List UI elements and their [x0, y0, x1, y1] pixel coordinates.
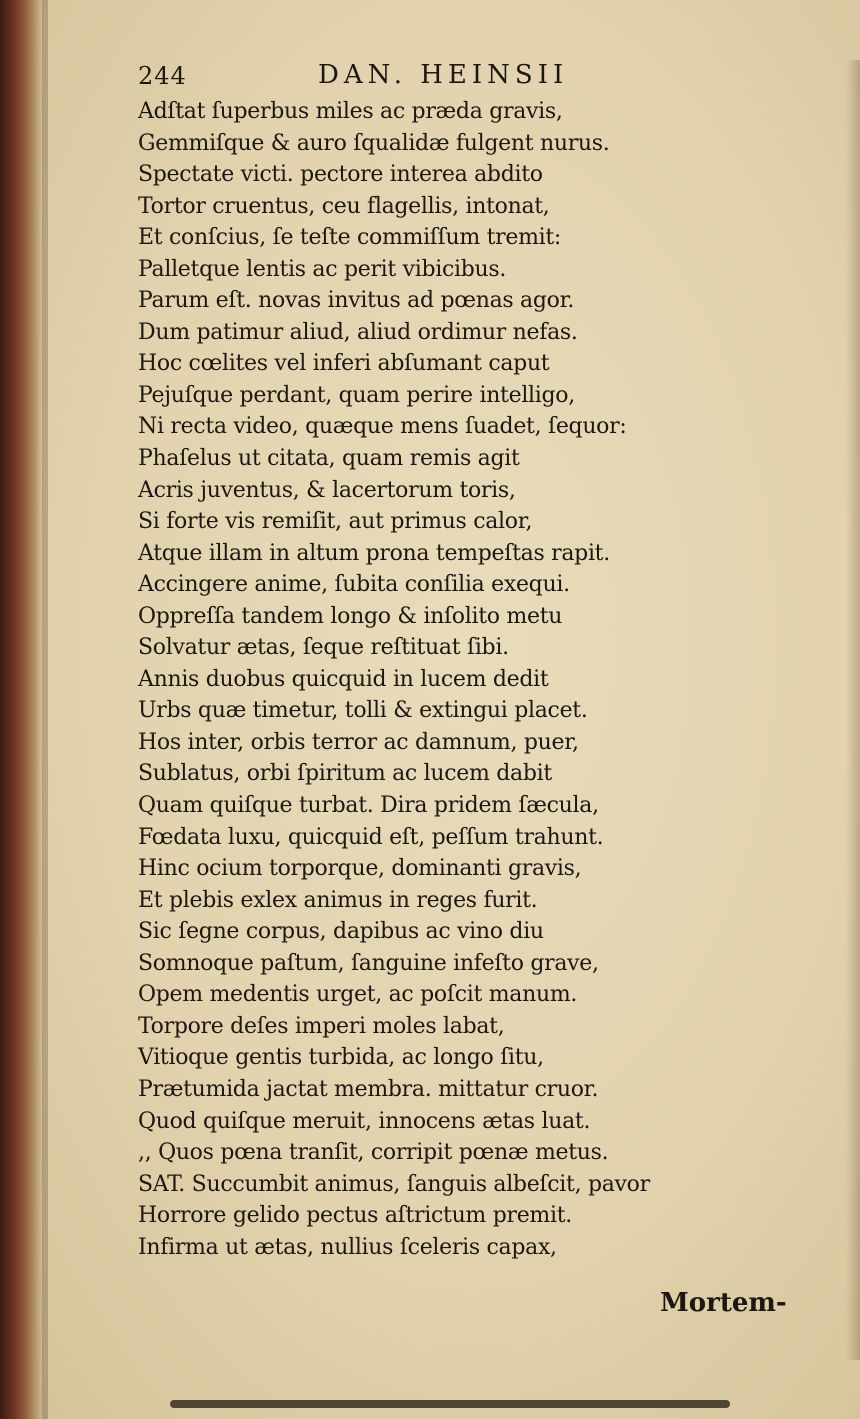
verse-line: Quam quiſque turbat. Dira pridem ſæcula,: [138, 793, 599, 819]
verse-line: Oppreſſa tandem longo & inſolito metu: [138, 603, 563, 629]
book-binding: [0, 0, 44, 1419]
verse-line: Urbs quæ timetur, tolli & extingui placet.: [138, 698, 588, 724]
verse-line: Pejuſque perdant, quam perire intelligo,: [138, 382, 575, 408]
verse-line: Fœdata luxu, quicquid eſt, peſſum trahunt.: [138, 824, 604, 850]
verse-line: Prætumida jactat membra. mittatur cruor.: [138, 1076, 599, 1102]
verse-line: Annis duobus quicquid in lucem dedit: [138, 666, 549, 692]
verse-line: Acris juventus, & lacertorum toris,: [138, 477, 516, 503]
page-edge-shadow: [846, 60, 860, 1360]
verse-line: SAT. Succumbit animus, ſanguis albeſcit, pavor: [138, 1171, 650, 1197]
verse-line: Hinc ocium torporque, dominanti gravis,: [138, 856, 582, 882]
verse-line: Accingere anime, ſubita conſilia exequi.: [138, 572, 570, 598]
verse-line: Adſtat ſuperbus miles ac præda gravis,: [138, 99, 563, 124]
verse-line: Horrore gelido pectus aſtrictum premit.: [138, 1203, 572, 1229]
verse-line: Infirma ut ætas, nullius ſceleris capax,: [138, 1234, 557, 1260]
gutter-shadow: [42, 0, 48, 1419]
verse-line: Et plebis exlex animus in reges furit.: [138, 887, 538, 913]
verse-block: [138, 96, 650, 1263]
verse-line: Gemmiſque & auro ſqualidæ fulgent nurus.: [138, 130, 610, 156]
verse-line: Et conſcius, ſe teſte commiſſum tremit:: [138, 225, 562, 251]
page-bottom-shadow: [170, 1400, 730, 1408]
verse-line: Opem medentis urget, ac poſcit manum.: [138, 982, 578, 1008]
verse-line: Palletque lentis ac perit vibicibus.: [138, 256, 507, 282]
verse-line: Ni recta video, quæque mens ſuadet, ſequor:: [138, 414, 627, 440]
verse-line: Torpore deſes imperi moles labat,: [138, 1013, 505, 1039]
verse-line: Hos inter, orbis terror ac damnum, puer,: [138, 729, 579, 755]
verse-line: Phaſelus ut citata, quam remis agit: [138, 446, 520, 472]
verse-line: ,, Quos pœna tranſit, corripit pœnæ metus.: [138, 1140, 609, 1166]
verse-line: Solvatur ætas, ſeque reſtituat ſibi.: [138, 635, 509, 661]
verse-line: Somnoque paſtum, ſanguine infeſto grave,: [138, 950, 599, 976]
verse-line: Sublatus, orbi ſpiritum ac lucem dabit: [138, 761, 552, 787]
verse-line: Sic ſegne corpus, dapibus ac vino diu: [138, 919, 544, 945]
verse-line: Si forte vis remiſit, aut primus calor,: [138, 509, 533, 535]
verse-line: Parum eſt. novas invitus ad pœnas agor.: [138, 288, 575, 314]
page-number: 244: [138, 62, 187, 90]
verse-line: Vitioque gentis turbida, ac longo ſitu,: [138, 1045, 544, 1071]
verse-line: Quod quiſque meruit, innocens ætas luat.: [138, 1108, 591, 1134]
catchword: Mortem-: [660, 1288, 787, 1318]
verse-line: Hoc cœlites vel inferi abſumant caput: [138, 351, 550, 377]
verse-line: Atque illam in altum prona tempeſtas rapit.: [138, 540, 610, 566]
running-title: DAN. HEINSII: [318, 60, 569, 90]
verse-line: Tortor cruentus, ceu flagellis, intonat,: [138, 193, 550, 219]
verse-line: Spectate victi. pectore interea abdito: [138, 162, 543, 188]
verse-line: Dum patimur aliud, aliud ordimur nefas.: [138, 319, 578, 345]
